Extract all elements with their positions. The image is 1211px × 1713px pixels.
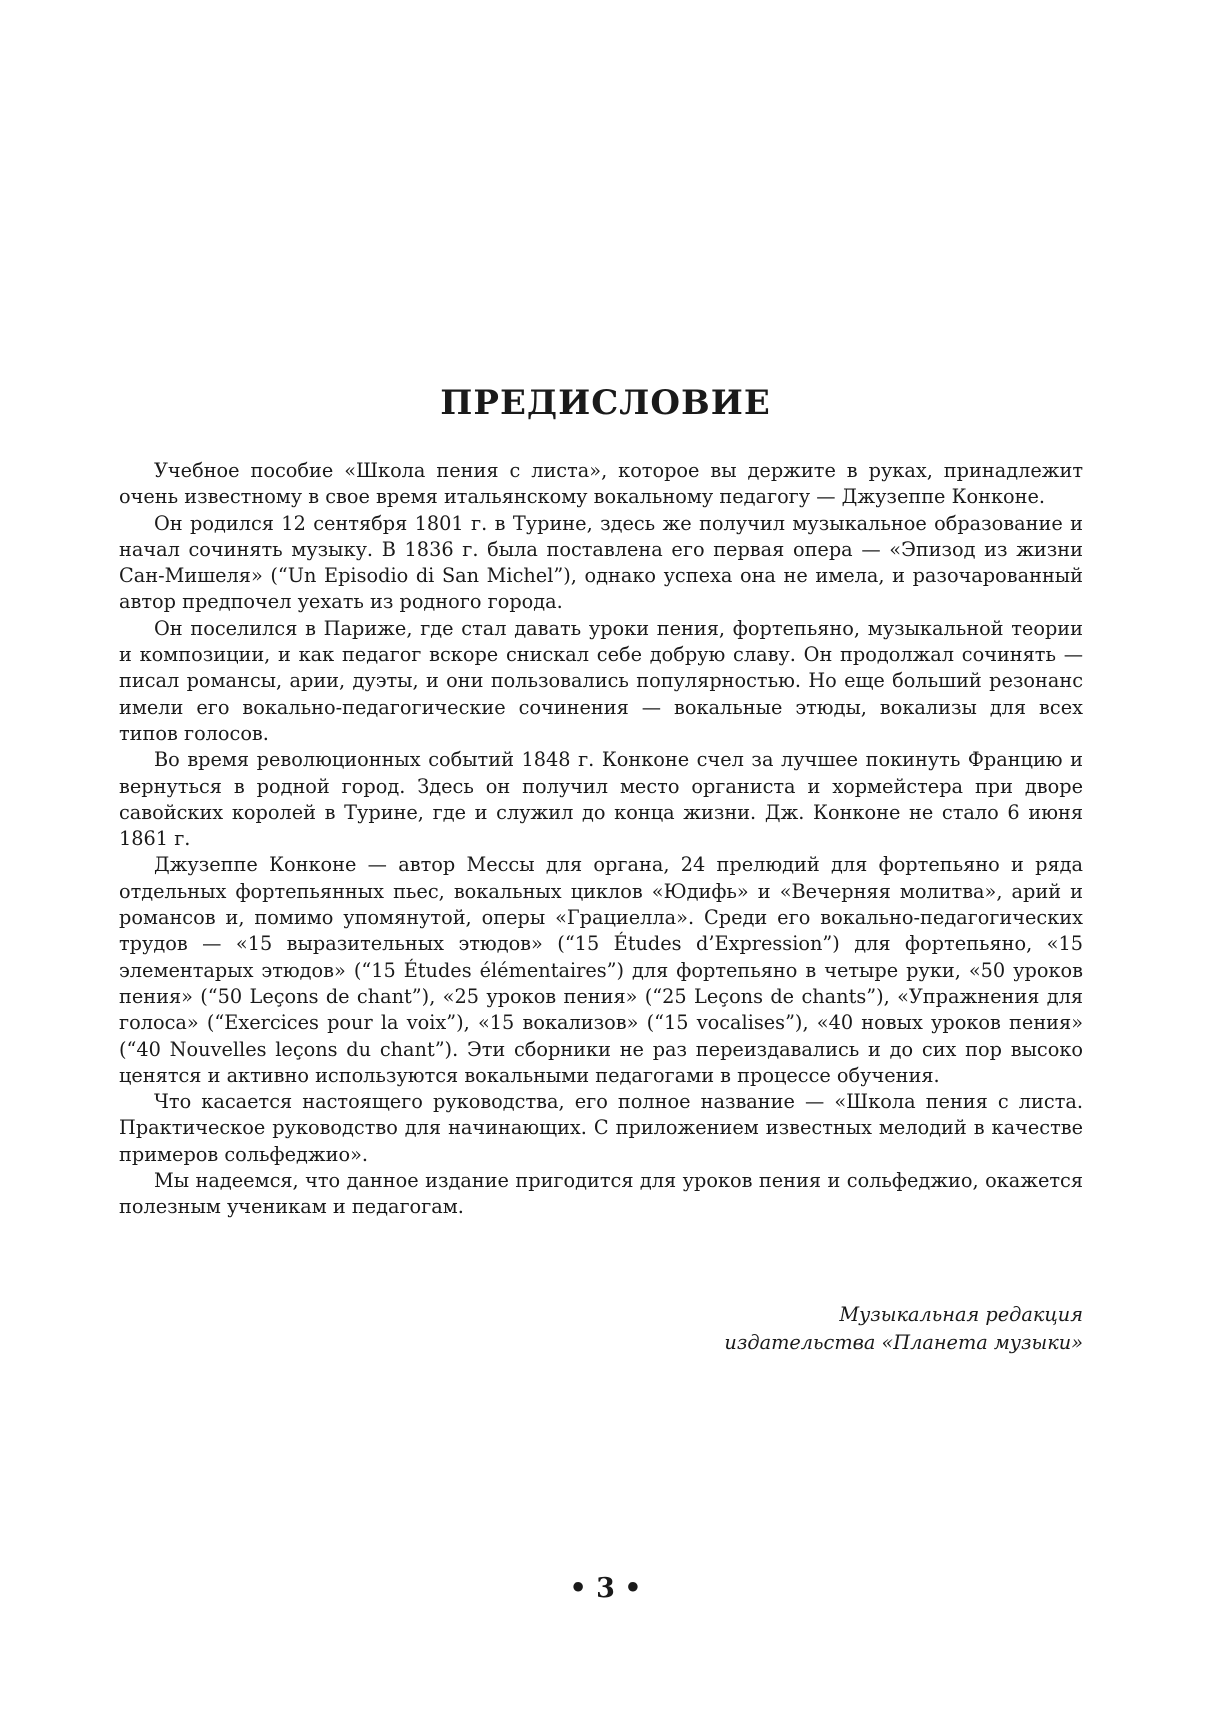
signature-line-1: Музыкальная редакция bbox=[839, 1303, 1083, 1326]
paragraph-closing: Мы надеемся, что данное издание пригодится для уроков пения и сольфеджио, окажется полезным ученикам и педагогам. bbox=[119, 1169, 1083, 1219]
paragraph-title-full: Что касается настоящего руководства, его полное название — «Школа пения с листа. Практическое руководство для начинающих. С приложением известных мелодий в качестве примеров сольфеджио». bbox=[119, 1090, 1083, 1166]
page-title: ПРЕДИСЛОВИЕ bbox=[440, 383, 771, 423]
signature-line-2: издательства «Планета музыки» bbox=[724, 1331, 1083, 1354]
paragraph-intro: Учебное пособие «Школа пения с листа», которое вы держите в руках, принадлежит очень известному в свое время итальянскому вокальному педагогу — Джузеппе Конконе. bbox=[119, 459, 1083, 509]
signature-block bbox=[500, 1301, 1083, 1357]
paragraph-birth: Он родился 12 сентября 1801 г. в Турине, здесь же получил музыкальное образование и начал сочинять музыку. В 1836 г. была поставлена его первая опера — «Эпизод из жизни Сан-Мишеля» (“Un Episodio di San Michel”), однако успеха она не имела, и разочарованный автор предпочел уехать из родного города. bbox=[119, 511, 1083, 614]
preface-body bbox=[119, 458, 1083, 1221]
paragraph-works: Джузеппе Конконе — автор Мессы для органа, 24 прелюдий для фортепьяно и ряда отдельных фортепьянных пьес, вокальных циклов «Юдифь» и «Вечерняя молитва», арий и романсов и, помимо упомянутой, оперы «Грациелла». Среди его вокально-педагогических трудов — «15 выразительных этюдов» (“15 Études d’Expression”) для фортепьяно, «15 элементарых этюдов» (“15 Études élémentaires”) для фортепьяно в четыре руки, «50 уроков пения» (“50 Leçons de chant”), «25 уроков пения» (“25 Leçons de chants”), «Упражнения для голоса» (“Exercices pour la voix”), «15 вокализов» (“15 vocalises”), «40 новых уроков пения» (“40 Nouvelles leçons du chant”). Эти сборники не раз переиздавались и до сих пор высоко ценятся и активно используются вокальными педагогами в процессе обучения. bbox=[119, 853, 1083, 1087]
page-number: • 3 • bbox=[569, 1573, 642, 1604]
paragraph-paris: Он поселился в Париже, где стал давать уроки пения, фортепьяно, музыкальной теории и композиции, и как педагог вскоре снискал себе добрую славу. Он продолжал сочинять — писал романсы, арии, дуэты, и они пользовались популярностью. Но еще больший резонанс имели его вокально-педагогические сочинения — вокальные этюды, вокализы для всех типов голосов. bbox=[119, 616, 1083, 745]
paragraph-return: Во время революционных событий 1848 г. Конконе счел за лучшее покинуть Францию и вернуться в родной город. Здесь он получил место органиста и хормейстера при дворе савойских королей в Турине, где и служил до конца жизни. Дж. Конконе не стало 6 июня 1861 г. bbox=[119, 748, 1083, 851]
